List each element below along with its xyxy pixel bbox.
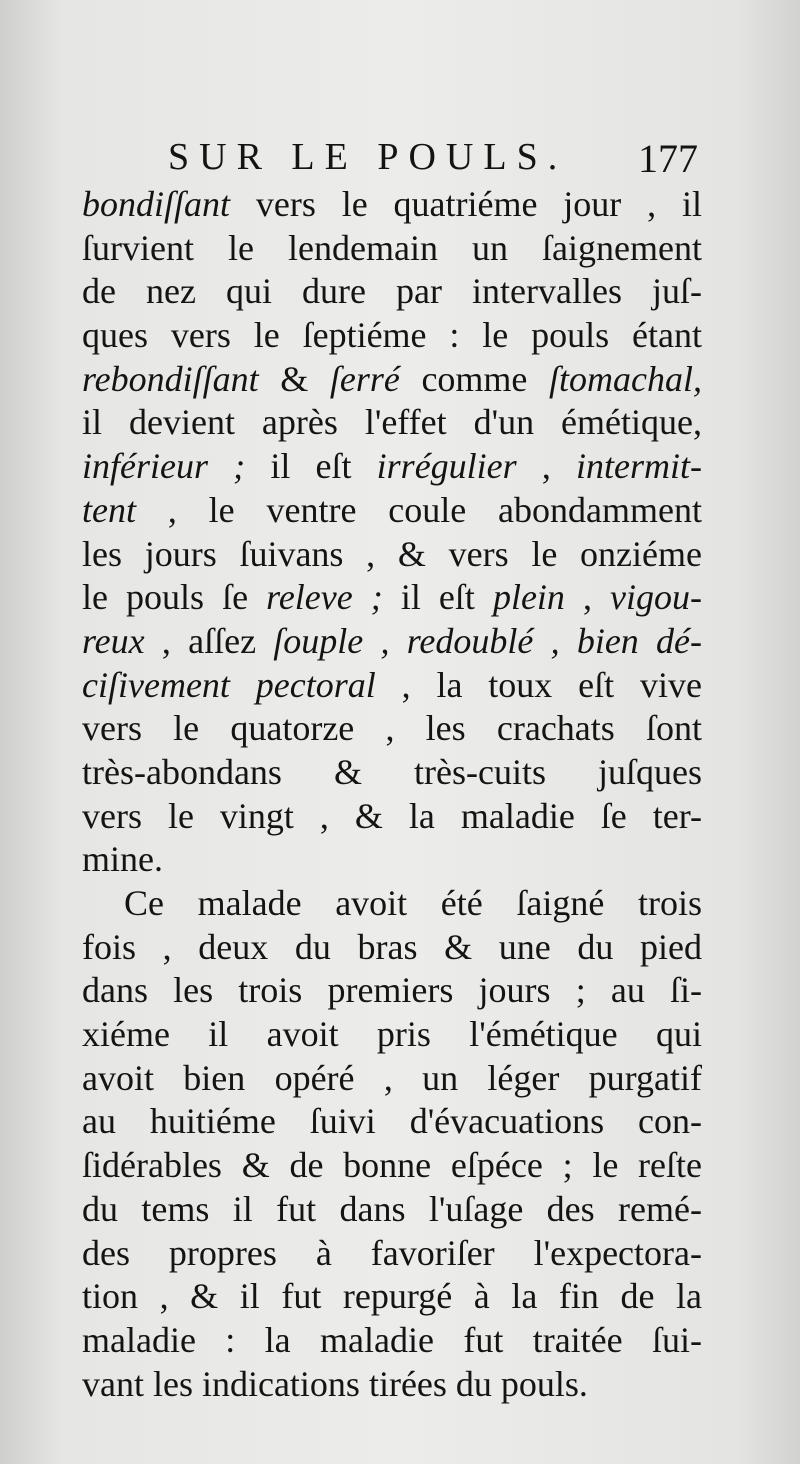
text-line xyxy=(82,1100,702,1144)
text-line xyxy=(82,926,702,970)
text-line xyxy=(82,1144,702,1188)
text-run: dans les trois premiers jours ; au ſi- xyxy=(82,970,702,1011)
italic-term: vigou- xyxy=(610,577,702,618)
page-number: 177 xyxy=(638,136,698,181)
text-line xyxy=(82,358,702,402)
italic-term: inférieur ; xyxy=(82,446,246,487)
text-run: Ce malade avoit été ſaigné trois xyxy=(124,883,702,923)
text-run: vant les indications tirées du pouls. xyxy=(82,1363,588,1404)
text-run: tion , & il fut repurgé à la fin de la xyxy=(82,1276,702,1317)
text-run: , xyxy=(516,446,577,487)
text-line xyxy=(82,314,702,358)
italic-term: rebondiſſant xyxy=(82,358,259,399)
text-run: , aſſez xyxy=(144,620,274,661)
text-run: , xyxy=(564,577,611,618)
text-run: avoit bien opéré , un léger purgatif xyxy=(82,1057,702,1098)
text-line xyxy=(82,969,702,1013)
text-run: du tems il fut dans l'uſage des remé- xyxy=(82,1188,702,1229)
text-run: vers le vingt , & la maladie ſe ter- xyxy=(82,795,702,836)
text-run: vers le quatorze , les crachats ſont xyxy=(82,708,702,749)
text-run: le pouls ſe xyxy=(82,577,267,618)
text-line xyxy=(82,882,702,926)
text-run: maladie : la maladie fut traitée ſui- xyxy=(82,1319,702,1360)
text-run: fois , deux du bras & une du pied xyxy=(82,926,702,967)
text-line xyxy=(82,576,702,620)
italic-term: reux xyxy=(82,620,145,661)
text-run: ques vers le ſeptiéme : le pouls étant xyxy=(82,315,702,356)
italic-term: ſouple , redoublé , bien dé- xyxy=(273,620,702,661)
text-run: mine. xyxy=(82,839,163,880)
text-run: de nez qui dure par intervalles juſ- xyxy=(82,271,702,312)
text-line xyxy=(82,707,702,751)
text-line xyxy=(82,620,702,664)
running-head: SUR LE POULS. xyxy=(168,136,568,178)
text-run: au huitiéme ſuivi d'évacuations con- xyxy=(82,1101,702,1142)
text-run: il eſt xyxy=(245,446,377,487)
text-run: des propres à favoriſer l'expectora- xyxy=(82,1232,702,1273)
text-run: vers le quatriéme jour , il xyxy=(230,184,702,224)
text-line xyxy=(82,1057,702,1101)
body-text xyxy=(82,183,702,1406)
text-run: , le ventre coule abondamment xyxy=(135,489,702,530)
text-run: ſurvient le lendemain un ſaignement xyxy=(82,227,702,268)
text-line xyxy=(82,795,702,839)
italic-term: irrégulier xyxy=(376,446,517,487)
text-line xyxy=(82,1275,702,1319)
italic-term: intermit- xyxy=(576,446,702,487)
text-run: il devient après l'effet d'un émétique, xyxy=(82,402,702,443)
italic-term: releve ; xyxy=(266,577,383,618)
text-line xyxy=(82,1013,702,1057)
italic-term: bondiſſant xyxy=(82,184,231,224)
text-line xyxy=(82,664,702,708)
text-run: comme xyxy=(399,358,550,399)
text-run: & xyxy=(258,358,330,399)
text-line xyxy=(82,227,702,271)
text-line xyxy=(82,751,702,795)
text-run: très-abondans & très-cuits juſques xyxy=(82,751,702,792)
text-line xyxy=(82,1188,702,1232)
italic-term: ciſivement pectoral xyxy=(82,664,376,705)
text-line xyxy=(82,838,702,882)
text-line xyxy=(82,401,702,445)
text-run: ſidérables & de bonne eſpéce ; le reſte xyxy=(82,1145,702,1186)
text-line xyxy=(82,489,702,533)
text-line xyxy=(82,270,702,314)
text-line xyxy=(82,1319,702,1363)
italic-term: tent xyxy=(82,489,136,530)
text-line xyxy=(82,445,702,489)
page-header xyxy=(168,135,708,185)
text-run: xiéme il avoit pris l'émétique qui xyxy=(82,1014,702,1055)
italic-term: ſtomachal, xyxy=(549,358,702,399)
text-run: il eſt xyxy=(382,577,493,618)
text-line xyxy=(82,533,702,577)
text-line xyxy=(82,1232,702,1276)
text-run: les jours ſuivans , & vers le onziéme xyxy=(82,533,702,574)
text-run: , la toux eſt vive xyxy=(375,664,702,705)
italic-term: ſerré xyxy=(329,358,400,399)
italic-term: plein xyxy=(492,577,565,618)
text-line xyxy=(82,183,702,227)
text-line xyxy=(82,1363,702,1407)
